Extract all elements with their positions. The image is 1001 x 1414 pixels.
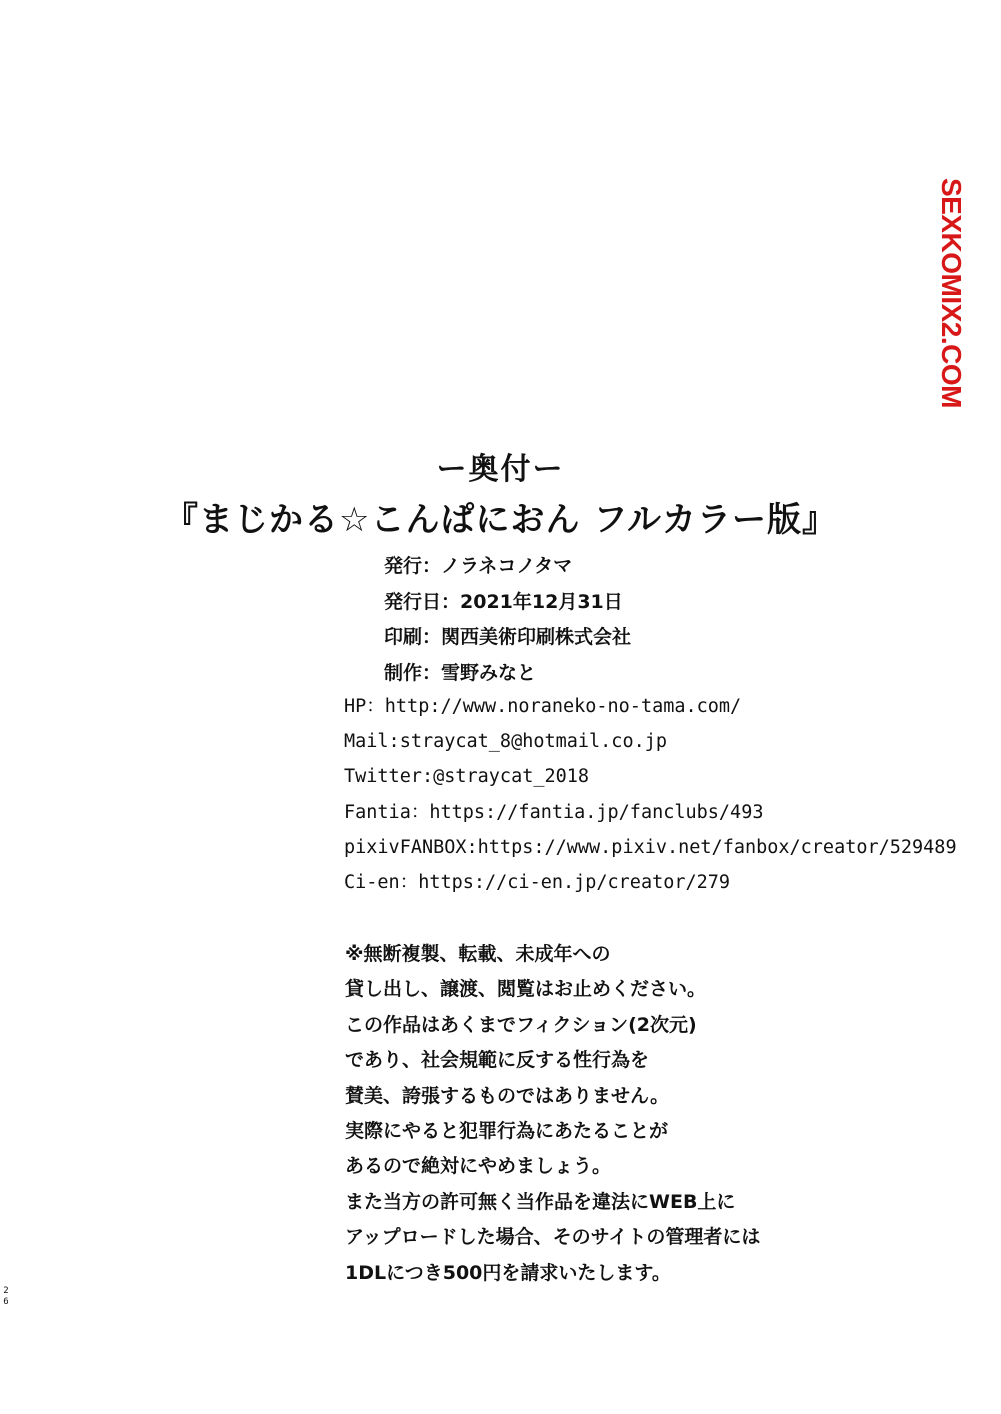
notice-line: アップロードした場合、そのサイトの管理者には (345, 1226, 761, 1249)
notice-line: 貸し出し、譲渡、閲覧はお止めください。 (345, 978, 707, 1001)
credit-printer: 印刷：関西美術印刷株式会社 (384, 626, 632, 648)
notice-line: また当方の許可無く当作品を違法にWEB上に (345, 1190, 736, 1213)
credits-block (384, 553, 631, 695)
page-number (2, 1286, 10, 1308)
notice-line: あるので絶対にやめましょう。 (345, 1155, 612, 1178)
link-pixiv-fanbox: pixivFANBOX:https://www.pixiv.net/fanbox/creator/529489 (344, 836, 957, 858)
notice-line: この作品はあくまでフィクション(2次元) (345, 1013, 697, 1036)
book-title: 『まじかる☆こんぱにおん フルカラー版』 (164, 500, 837, 540)
notice-line: 1DLにつき500円を請求いたします。 (345, 1261, 671, 1284)
link-twitter: Twitter:@straycat_2018 (344, 766, 590, 788)
credit-author: 制作：雪野みなと (384, 661, 537, 684)
notice-line: であり、社会規範に反する性行為を (345, 1049, 650, 1072)
legal-notice (345, 940, 760, 1294)
links-block (344, 694, 957, 905)
link-homepage: HP：http://www.noraneko-no-tama.com/ (344, 696, 742, 717)
site-watermark (937, 178, 965, 408)
watermark-prefix: SEX (936, 178, 967, 233)
notice-line: 実際にやると犯罪行為にあたることが (345, 1119, 669, 1142)
page-number-digit: 6 (3, 1297, 9, 1307)
link-ci-en: Ci-en：https://ci-en.jp/creator/279 (344, 871, 731, 893)
colophon-heading: ー奥付ー (436, 452, 565, 487)
link-fantia: Fantia：https://fantia.jp/fanclubs/493 (344, 801, 764, 823)
link-mail: Mail:straycat_8@hotmail.co.jp (344, 731, 668, 753)
page-number-digit: 2 (3, 1286, 9, 1296)
notice-line: ※無断複製、転載、未成年への (345, 943, 611, 965)
credit-publisher: 発行：ノラネコノタマ (384, 555, 573, 577)
notice-line: 賛美、誇張するものではありません。 (345, 1084, 670, 1107)
credit-publication-date: 発行日：2021年12月31日 (384, 590, 623, 613)
watermark-domain: KOMIX2.COM (936, 232, 967, 408)
